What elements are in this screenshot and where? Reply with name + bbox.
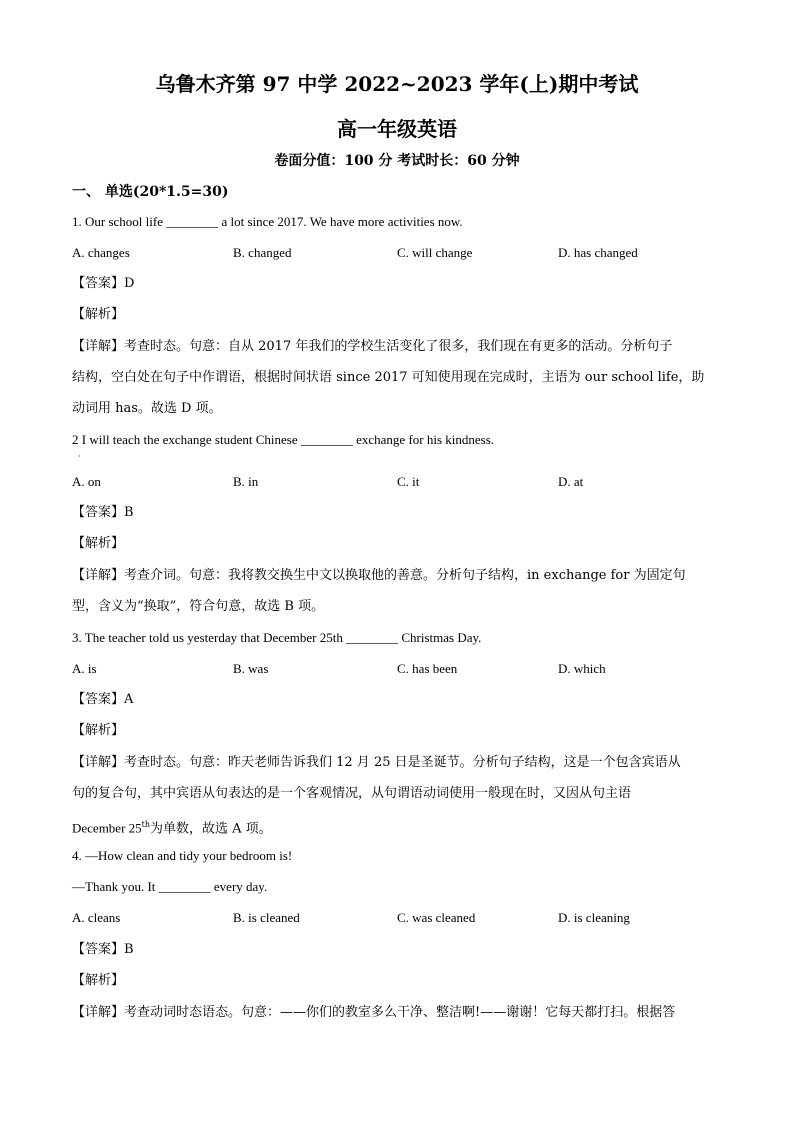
option-d: D. at xyxy=(558,474,584,489)
question-2-options xyxy=(72,474,732,492)
question-4-stem-line-2: —Thank you. It ________ every day. xyxy=(72,879,268,894)
question-4-analysis-label: 【解析】 xyxy=(72,973,125,988)
option-d: D. which xyxy=(558,661,606,676)
question-1-detail-line-3: 动词用 has。故选 D 项。 xyxy=(72,401,222,416)
exam-subtitle: 高一年级英语 xyxy=(337,117,457,141)
option-c: C. will change xyxy=(397,245,473,260)
question-1-detail-line-2: 结构，空白处在句子中作谓语，根据时间状语 since 2017 可知使用现在完成时，主语为 our school life，助 xyxy=(72,370,705,385)
question-1-answer: 【答案】D xyxy=(72,276,135,291)
question-3-detail-line-1: 【详解】考查时态。句意：昨天老师告诉我们 12 月 25 日是圣诞节。分析句子结构，这是一个包含宾语从 xyxy=(72,755,681,770)
option-b: B. changed xyxy=(233,245,292,260)
question-4-answer: 【答案】B xyxy=(72,942,134,957)
exam-title: 乌鲁木齐第 97 中学 2022~2023 学年(上)期中考试 xyxy=(155,72,639,96)
question-2-detail-line-2: 型，含义为“换取”，符合句意，故选 B 项。 xyxy=(72,599,325,614)
option-a: A. cleans xyxy=(72,910,121,925)
option-a: A. changes xyxy=(72,245,130,260)
question-3-options xyxy=(72,661,732,679)
question-1-stem: 1. Our school life ________ a lot since 2017. We have more activities now. xyxy=(72,214,463,229)
option-d: D. is cleaning xyxy=(558,910,630,925)
question-3-stem: 3. The teacher told us yesterday that December 25th ________ Christmas Day. xyxy=(72,630,482,645)
option-a: A. on xyxy=(72,474,101,489)
question-4-options xyxy=(72,910,732,928)
question-2-stem: 2 I will teach the exchange student Chinese ________ exchange for his kindness. xyxy=(72,432,495,447)
question-2-answer: 【答案】B xyxy=(72,505,134,520)
option-b: B. was xyxy=(233,661,269,676)
question-1-detail-line-1: 【详解】考查时态。句意：自从 2017 年我们的学校生活变化了很多，我们现在有更多的活动。分析句子 xyxy=(72,339,673,354)
option-a: A. is xyxy=(72,661,97,676)
exam-meta: 卷面分值：100 分 考试时长：60 分钟 xyxy=(274,153,520,169)
question-1-analysis-label: 【解析】 xyxy=(72,307,125,322)
option-d: D. has changed xyxy=(558,245,638,260)
date-superscript: th xyxy=(141,820,151,829)
question-4-detail-line-1: 【详解】考查动词时态语态。句意：——你们的教室多么干净、整洁啊!——谢谢！它每天都打扫。根据答 xyxy=(72,1005,676,1020)
question-2-detail-line-1: 【详解】考查介词。句意：我将教交换生中文以换取他的善意。分析句子结构，in exchange for 为固定句 xyxy=(72,568,686,583)
detail-rest: 为单数，故选 A 项。 xyxy=(150,821,272,837)
question-4-stem-line-1: 4. —How clean and tidy your bedroom is! xyxy=(72,848,293,863)
detail-date: December 25 xyxy=(72,820,142,836)
question-2-analysis-label: 【解析】 xyxy=(72,536,125,551)
option-c: C. has been xyxy=(397,661,458,676)
question-3-detail-line-3 xyxy=(72,816,732,838)
section-heading: 一、 单选(20*1.5=30) xyxy=(72,184,229,200)
option-c: C. it xyxy=(397,474,420,489)
question-3-answer: 【答案】A xyxy=(72,692,134,707)
option-b: B. in xyxy=(233,474,259,489)
question-3-detail-line-2: 句的复合句，其中宾语从句表达的是一个客观情况，从句谓语动词使用一般现在时，又因从句主语 xyxy=(72,786,632,801)
question-1-options xyxy=(72,245,732,263)
stray-dot: · xyxy=(78,452,81,461)
option-b: B. is cleaned xyxy=(233,910,300,925)
option-c: C. was cleaned xyxy=(397,910,476,925)
question-3-analysis-label: 【解析】 xyxy=(72,723,125,738)
